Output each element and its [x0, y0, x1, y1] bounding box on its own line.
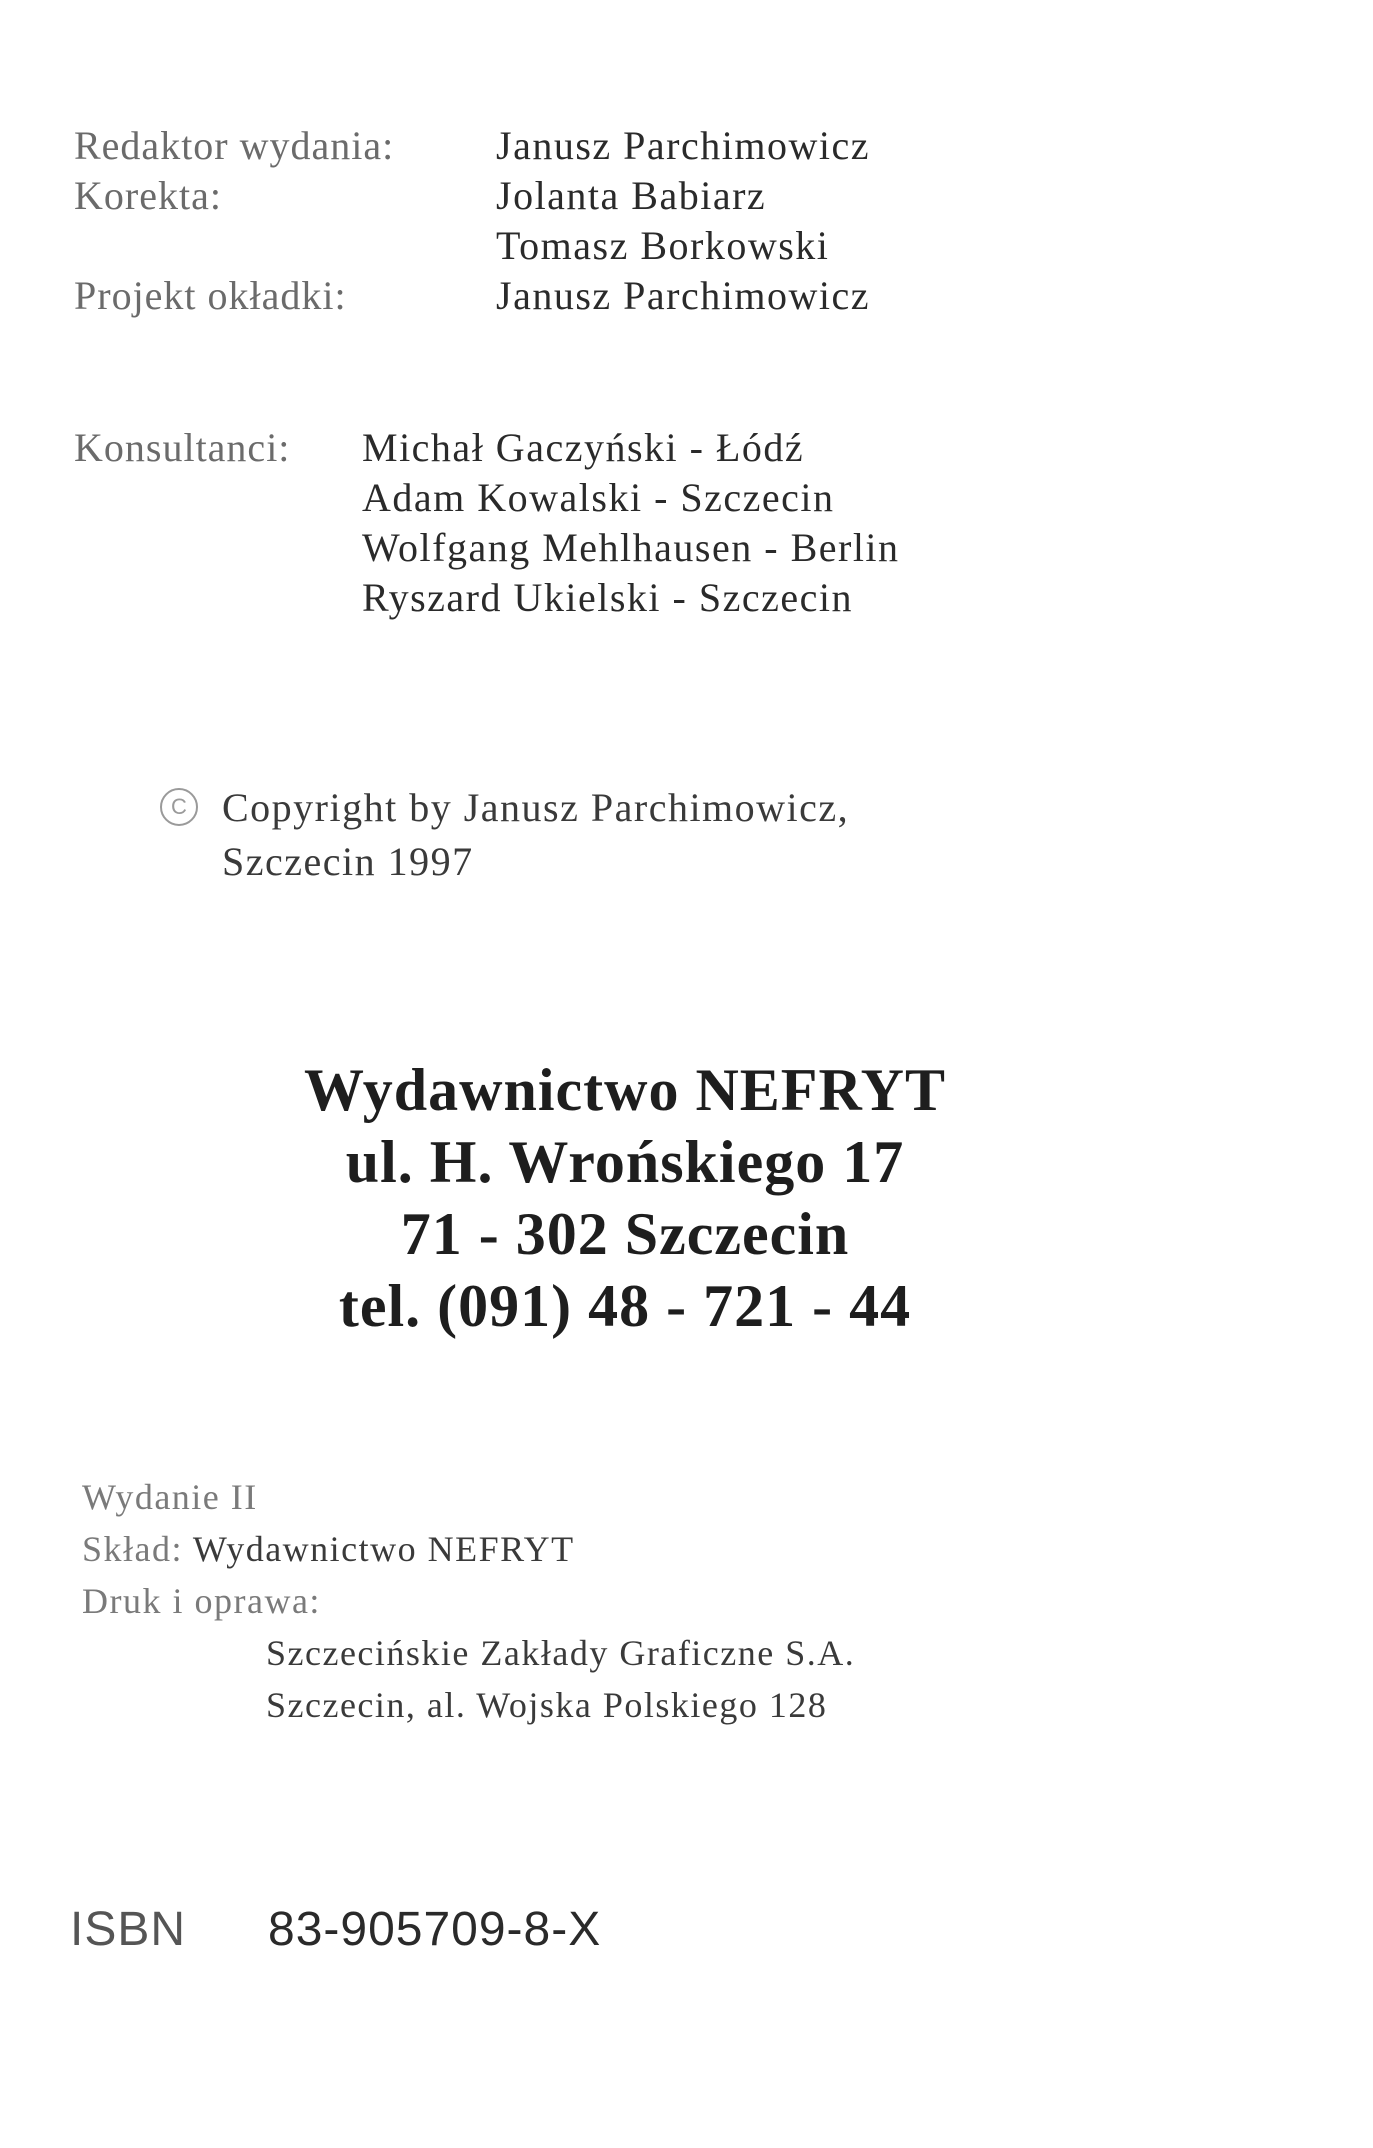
- cover-designer-name: Janusz Parchimowicz: [496, 273, 870, 318]
- publisher-city: 71 - 302 Szczecin: [400, 1201, 850, 1267]
- copyright-line-2: Szczecin 1997: [222, 839, 474, 884]
- printing-label-text: Druk i oprawa:: [82, 1581, 321, 1621]
- isbn-label-text: ISBN: [70, 1903, 187, 1956]
- consultant-item: Ryszard Ukielski - Szczecin: [362, 575, 853, 620]
- proofreader-name-2: Tomasz Borkowski: [496, 223, 830, 268]
- proofreader-name-1: Jolanta Babiarz: [496, 173, 767, 218]
- copyright-line-1: Copyright by Janusz Parchimowicz,: [222, 785, 850, 830]
- copyright-symbol: C: [160, 788, 198, 826]
- consultant-item: Michał Gaczyński - Łódź: [362, 425, 805, 470]
- copyright-icon: [160, 788, 198, 826]
- printing-label: [82, 1580, 321, 1622]
- printer-line-1: Szczecińskie Zakłady Graficzne S.A.: [266, 1633, 856, 1673]
- publisher-name: Wydawnictwo NEFRYT: [303, 1057, 947, 1123]
- proofreading-label: Korekta:: [74, 173, 222, 218]
- edition-line: [82, 1476, 258, 1518]
- typesetting-label: Skład:: [82, 1529, 184, 1569]
- publisher-street: ul. H. Wrońskiego 17: [345, 1129, 905, 1195]
- isbn-label: [70, 1902, 186, 1957]
- consultant-item: Adam Kowalski - Szczecin: [362, 475, 835, 520]
- publisher-phone: tel. (091) 48 - 721 - 44: [338, 1273, 912, 1339]
- editor-label: Redaktor wydania:: [74, 123, 395, 168]
- consultants-label: Konsultanci:: [74, 425, 291, 470]
- isbn-value: 83-905709-8-X: [268, 1903, 602, 1956]
- typesetting-value: Wydawnictwo NEFRYT: [192, 1529, 575, 1569]
- editor-name: Janusz Parchimowicz: [496, 123, 870, 168]
- printer-line-2: Szczecin, al. Wojska Polskiego 128: [266, 1685, 828, 1725]
- cover-design-label: Projekt okładki:: [74, 273, 347, 318]
- edition-text: Wydanie II: [82, 1477, 258, 1517]
- consultant-item: Wolfgang Mehlhausen - Berlin: [362, 525, 900, 570]
- typesetting-line: [82, 1528, 575, 1570]
